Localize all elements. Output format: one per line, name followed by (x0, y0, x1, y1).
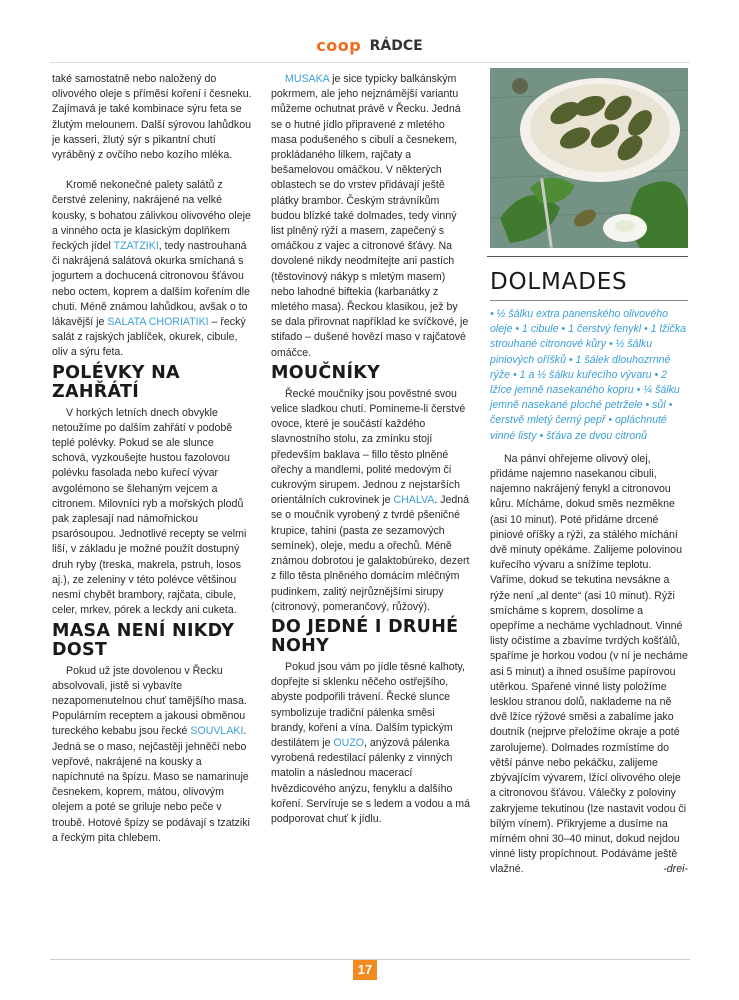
section-heading: MOUČNÍKY (271, 362, 381, 383)
dolmades-photo (490, 68, 688, 248)
highlight-term: OUZO (333, 736, 365, 749)
paragraph: Pokud jsou vám po jídle těsné kalhoty, dopřejte si sklenku něčeho ostřejšího, abyste podpořili trávení. Řecké slunce symbolizuje tradiční pálenka směsi brandy, koření a vína. Dalším typickým destilátem je OUZO, anýzová pálenka vyrobená redestilací pálenky z vinných matolin a následnou macerací hvězdicového anýzu, fenyklu a dalšího koření. Servíruje se s ledem a vodou a má podporovat chuť k jídlu. (271, 660, 471, 825)
paragraph: V horkých letních dnech obvykle netoužíme po dalším zahřátí v podobě teplé polévky. Pokud se ale slunce schová, vyzkoušejte hustou fazolovou polévku fasolada nebo kuřecí vývar avgolémono se šlehaným vejcem a citronem. Milovníci ryb a mořských plodů pak zaplesají nad námořnickou psarósoupou. Jednotlivé recepty se velmi liší, v základu je možné použít dostupný druh ryby (treska, makrela, pstruh, losos aj.), ze zeleniny v této polévce většinou nesmí chybět brambory, rajčata, cibule, celer, mrkev, pórek a leckdy ani cuketa. (52, 406, 247, 617)
column-1 (52, 72, 252, 846)
section-heading: POLÉVKY NA ZAHŘÁTÍ (52, 362, 180, 402)
recipe-title: DOLMADES (490, 269, 628, 295)
recipe-instructions: Na pánvi ohřejeme olivový olej, přidáme najemno nasekanou cibuli, najemno nakrájený fenykl a citronovou kůru. Mícháme, dokud směs nezměkne (asi 10 minut). Poté přidáme drcené piniové oříšky a rýži, za stálého míchání dvě minuty opékáme. Zalijeme polovinou kuřecího vývaru a snížíme teplotu. Vaříme, dokud se tekutina nevsákne a rýže není „al dente“ (asi 10 minut). Rýži smícháme s koprem, dosolíme a opepříme a necháme vychladnout. Vinné listy očistíme a zbavíme tvrdých košťálů, spaříme je horkou vodou (v ní je necháme asi 5 minut) a ihned osušíme papírovou utěrkou. Spařené vinné listy položíme lesklou stranou dolů, naklademe na ně dvě lžíce rýžové směsi a zabalíme jako doutník (nejprve přeložíme okraje a poté zarolujeme). Dolmades rozmístíme do větší pánve nebo pekáčku, zalijeme zbývajícím vývarem, lžící olivového oleje a citronovou šťávou. Válečky z poloviny zakryjeme tekutinou (lze nastavit vodou či bílým vínem). Přikryjeme a dusíme na mírném ohni 30–40 minut, dokud nejdou vinné listy propíchnout. Podáváme ještě vlažné. -drei- (490, 452, 688, 878)
paragraph: také samostatně nebo naložený do olivového oleje s příměsí koření i česneku. Zajímavá je také kombinace sýru feta se žlutým melounem. Další sýrovou lahůdkou je kasseri, žlutý sýr s pikantní chutí vyráběný z ovčího nebo kozího mléka. (52, 73, 252, 162)
author-signature: -drei- (663, 863, 688, 876)
column-3-recipe (490, 260, 688, 878)
section-heading: MASA NENÍ NIKDY DOST (52, 620, 235, 660)
section-heading: DO JEDNÉ I DRUHÉ NOHY (271, 616, 459, 656)
highlight-term: MUSAKA (285, 73, 330, 85)
highlight-term: CHALVA (393, 494, 435, 507)
photo-divider (487, 256, 688, 257)
highlight-term: SALATA CHORIATIKI (107, 316, 209, 329)
paragraph: Řecké moučníky jsou pověstné svou velice sladkou chutí. Pomineme-li čerstvé ovoce, které je součástí každého slavnostního stolu, za zmínku stojí především baklava – fillo těsto plněné ořechy a mandlemi, polité medovým či cukrovým sirupem. Jednou z nejstarších orientálních cukrovinek je CHALVA. Jedná se o moučník vyrobený z tvrdé pšeničné krupice, tahini (pasta ze sezamových semínek), oleje, medu a ořechů. Méně známou dobrotou je galaktobúreko, dezert z fillo těsta plněného domácím mléčným pudinkem, zalitý nejrůznějšími sirupy (citronový, pomerančový, růžový). (271, 387, 470, 613)
page-header (0, 36, 739, 56)
paragraph: Kromě nekonečné palety salátů z čerstvé zeleniny, nakrájené na velké kousky, s bohatou zálivkou olivového oleje a vinného octa je klasickým doplňkem řeckých jídel TZATZIKI, tedy nastrouhaná či nakrájená salátová okurka smíchaná s jogurtem a dochucená citronovou šťávou nebo octem, koprem a dalším kořením dle chuti. Méně známou lahůdkou, avšak o to lákavější je SALATA CHORIATIKI – řecký salát z rajských jablíček, okurek, cibule, oliv a sýru feta. (52, 179, 251, 359)
paragraph: Pokud už jste dovolenou v Řecku absolvovali, jistě si vybavíte nezapomenutelnou chuť tamějšího masa. Populárním receptem a jakousi obměnou tureckého kebabu jsou řecké SOUVLAKI. Jedná se o maso, nejčastěji jehněčí nebo vepřové, nakrájené na kousky a napíchnuté na špízu. Maso se namarinuje česnekem, koprem, mátou, olivovým olejem a poté se griluje nebo peče v troubě. Hotové špízy se podávají s tzatziki a řeckým pita chlebem. (52, 664, 250, 844)
column-2 (271, 72, 471, 827)
section-title: RÁDCE (369, 37, 423, 54)
recipe-title-rule (490, 300, 688, 301)
ingredient-list: • ½ šálku extra panenského olivového oleje • 1 cibule • 1 čerstvý fenykl • 1 lžička strouhané citronové kůry • ½ šálku piniových oříšků • 1 šálek dlouhozrnné rýže • 1 a ½ šálku kuřecího vývaru • 2 lžíce jemně nasekaného kopru • ¼ šálku jemně nasekané ploché petržele • sůl • čerstvě mletý černý pepř • opláchnuté vinné listy • šťáva ze dvou citronů (490, 308, 687, 442)
header-divider (50, 62, 690, 63)
highlight-term: TZATZIKI (113, 240, 159, 253)
highlight-term: SOUVLAKI (190, 725, 244, 738)
paragraph: MUSAKA je sice typicky balkánským pokrmem, ale jeho nejznámější variantu můžeme ochutnat právě v Řecku. Jedná se o hutné jídlo připravené z mletého masa podušeného s cibulí a česnekem, prokládaného lilkem, rajčaty a bešamelovou omáčkou. V některých oblastech se do vrstev přidávají ještě plátky brambor. Českým strávníkům budou blízké také dolmades, tedy vinný list plněný rýží a masem, zapečený s omáčkou z vajec a citronové šťávy. Na dovolené nikdy neodmítejte ani pastích (těstovinový nákyp s mletým masem) nebo lahodné biftekia (karbanátky z mletého masa). Řeckou klasikou, jež by se dala přirovnat například ke svíčkové, je stifado – dušené hovězí maso v rajčatové omáčce. (271, 73, 469, 359)
page-number: 17 (353, 960, 377, 980)
coop-logo: coop (316, 36, 362, 55)
